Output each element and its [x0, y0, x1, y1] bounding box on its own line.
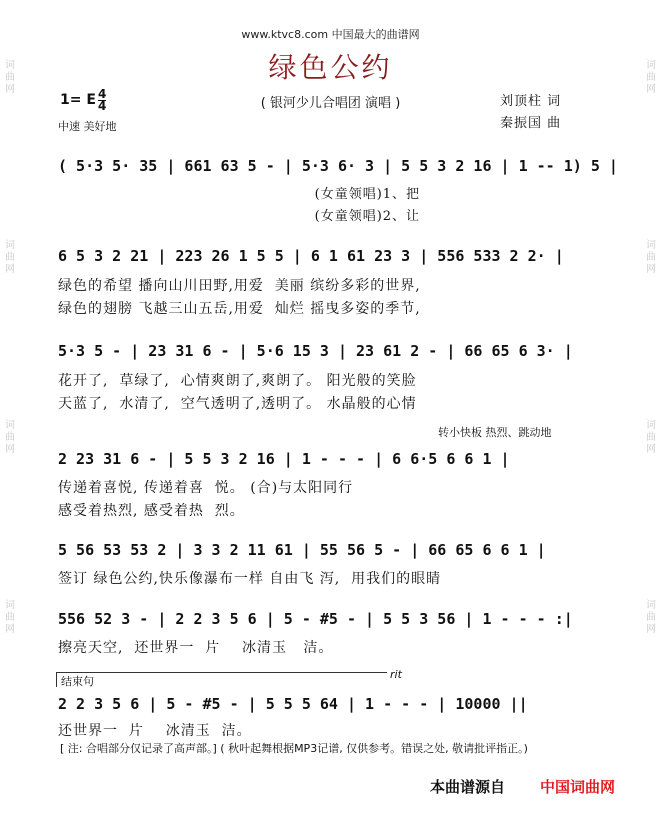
- watermark-right-1: 词曲网: [646, 60, 656, 95]
- site-line: www.ktvc8.com 中国最大的曲谱网: [241, 28, 420, 41]
- system-3-notes: 5·3 5 - | 23 31 6 - | 5·6 15 3 | 23 61 2 - | 66 65 6 3· |: [58, 342, 573, 360]
- tempo-marking: 中速 美好地: [58, 120, 117, 133]
- key-signature: 1= E: [60, 92, 96, 108]
- system-1-lyric-1: (女童领唱)1、把: [58, 187, 421, 202]
- system-5-lyric-1: 签订 绿色公约,快乐像瀑布一样 自由飞 泻, 用我们的眼睛: [58, 571, 442, 587]
- tempo-change: 转小快板 热烈、跳动地: [438, 426, 552, 439]
- song-title: 绿色公约: [268, 51, 393, 84]
- watermark-right-2: 词曲网: [646, 240, 656, 275]
- system-1-lyric-2: (女童领唱)2、让: [58, 209, 421, 224]
- system-1-notes: ( 5·3 5· 35 | 661 63 5 - | 5·3 6· 3 | 5 5 3 2 16 | 1 -- 1) 5 |: [58, 157, 618, 175]
- system-2-lyric-2: 绿色的翅膀 飞越三山五岳,用爱 灿烂 摇曳多姿的季节,: [58, 301, 421, 317]
- source-label: 本曲谱源自: [430, 778, 506, 796]
- system-6-lyric-1: 擦亮天空, 还世界一 片 冰清玉 洁。: [58, 640, 334, 656]
- system-3-lyric-1: 花开了, 草绿了, 心情爽朗了,爽朗了。 阳光般的笑脸: [58, 373, 417, 389]
- watermark-right-4: 词曲网: [646, 600, 656, 635]
- lyricist: 刘顶柱 词: [500, 94, 562, 109]
- ritardando-mark: rit: [390, 668, 402, 681]
- composer: 秦振国 曲: [500, 116, 562, 131]
- watermark-left-3: 词曲网: [5, 420, 15, 455]
- watermark-left-4: 词曲网: [5, 600, 15, 635]
- system-2-notes: 6 5 3 2 21 | 223 26 1 5 5 | 6 1 61 23 3 | 556 533 2 2· |: [58, 247, 564, 265]
- time-sig-top: 4: [98, 87, 107, 101]
- system-7-notes: 2 2 3 5 6 | 5 - #5 - | 5 5 5 64 | 1 - - - | 10000 ||: [58, 695, 528, 713]
- watermark-right-3: 词曲网: [646, 420, 656, 455]
- ending-label: 结束句: [61, 675, 94, 688]
- performer: ( 银河少儿合唱团 演唱 ): [260, 96, 401, 111]
- system-4-lyric-2: 感受着热烈, 感受着热 烈。: [58, 503, 245, 519]
- system-3-lyric-2: 天蓝了, 水清了, 空气透明了,透明了。 水晶般的心情: [58, 396, 417, 412]
- system-2-lyric-1: 绿色的希望 播向山川田野,用爱 美丽 缤纷多彩的世界,: [58, 278, 421, 294]
- watermark-left-2: 词曲网: [5, 240, 15, 275]
- ending-bracket: [56, 672, 387, 687]
- system-4-lyric-1: 传递着喜悦, 传递着喜 悦。 (合)与太阳同行: [58, 480, 354, 496]
- system-7-lyric-1: 还世界一 片 冰清玉 洁。: [58, 723, 252, 739]
- system-4-notes: 2 23 31 6 - | 5 5 3 2 16 | 1 - - - | 6 6·5 6 6 1 |: [58, 450, 510, 468]
- system-6-notes: 556 52 3 - | 2 2 3 5 6 | 5 - #5 - | 5 5 3 56 | 1 - - - :|: [58, 610, 573, 628]
- system-5-notes: 5 56 53 53 2 | 3 3 2 11 61 | 55 56 5 - | 66 65 6 6 1 |: [58, 541, 546, 559]
- watermark-left-1: 词曲网: [5, 60, 15, 95]
- source-brand-link[interactable]: 中国词曲网: [540, 778, 616, 796]
- footnote: [ 注: 合唱部分仅记录了高声部。] ( 秋叶起舞根据MP3记谱, 仅供参考。错误之处, 敬请批评指正。): [60, 742, 528, 755]
- time-sig-bottom: 4: [98, 99, 107, 113]
